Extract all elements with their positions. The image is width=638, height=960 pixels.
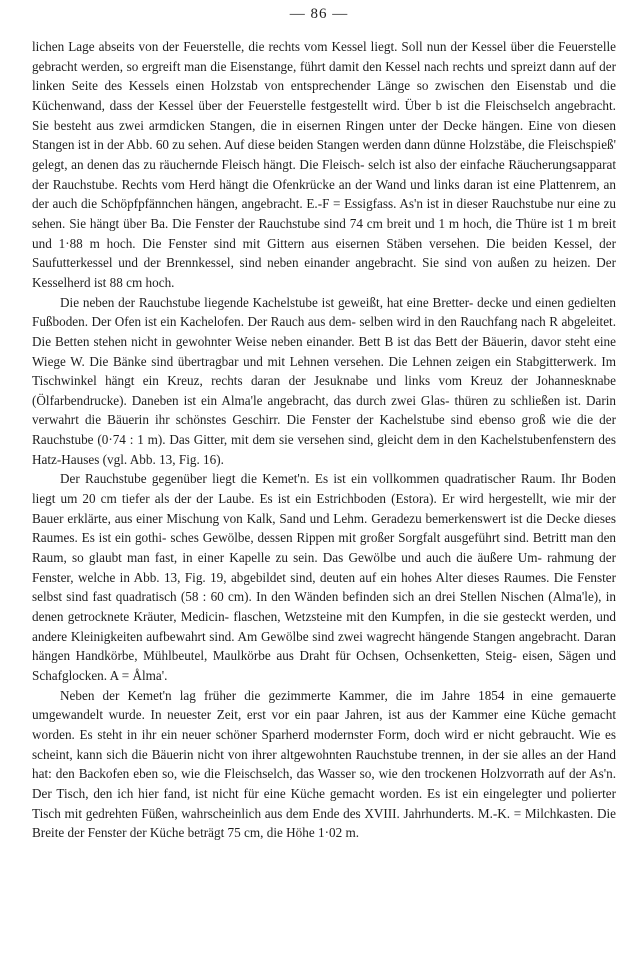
text-line: Bänke sind übertragbar und mit Lehnen versehen. Die Lehnen zeigen ein Stabgitterwerk.	[112, 353, 597, 369]
text-line: eine zu sehen. Sie hängt über Ba. Die Fenster der Rauchstube sind 74 cm breit und 1 m hoch,	[32, 196, 617, 231]
text-line: versehen sind, gleicht dem in den Kachelstubenfenstern des Hatz-Hauses (vgl. Abb. 13, Fig. 16).	[32, 432, 617, 467]
text-line: Weise neben einander. Bett B ist das Bett der Bäuerin, davor steht eine Wiege W. Die	[32, 333, 616, 369]
text-line: der Kachelstube sind ebenso groß wie die der Rauchstube (0·74 : 1 m). Das Gitter, mit dem sie	[32, 412, 617, 448]
text-line: Der Rauchstube gegenüber liegt die Kemet'n. Es ist ein vollkommen quadratischer	[60, 471, 516, 487]
body-text	[32, 37, 616, 843]
text-line: eisen, Sägen und Schafglocken. A = Ålma'.	[32, 648, 617, 683]
text-line: Holzstäbe, die Fleischspieß' gelegt, an denen das zu räuchernde Fleisch hängt. Die Fleisch-	[32, 137, 617, 172]
paragraph-3	[32, 469, 616, 685]
text-line: selben wird in den Rauchfang nach R abgeleitet. Die Betten stehen nicht in gewohnter	[32, 314, 617, 349]
text-line: so glaubt man fast, in einer Kapelle zu sein. Das Gewölbe und auch die äußere Um-	[71, 550, 542, 566]
paragraph-1	[32, 37, 616, 293]
text-line: Schöpfpfännchen hängen, angebracht. E.-F = Essigfass. As'n ist in dieser Rauchstube nur	[100, 196, 575, 212]
text-line: Raum. Ihr Boden liegt um 20 cm tiefer als der der Laube. Es ist ein Estrichboden	[32, 471, 617, 507]
text-line: hängen Handkörbe, Mühlbeutel, Maulkörbe aus Draht für Ochsen, Ochsenketten, Steig-	[32, 648, 517, 664]
paragraph-2	[32, 293, 616, 470]
text-line: sches Gewölbe, dessen Rippen mit großer Sorgfalt ausgeführt sind. Betritt man den Raum,	[32, 530, 617, 566]
text-line: befinden sich an drei Stellen Nischen (Alma'le), in denen getrocknete Kräuter, Medicin-	[32, 589, 616, 625]
paragraph-4	[32, 686, 616, 843]
text-line: Es ist ein eingelegter und polierter Tisch mit gedrehten Füßen, wahrscheinlich aus dem	[32, 785, 616, 821]
text-line: selch ist also der einfache Räucherungsapparat der Rauchstube. Rechts vom Herd hängt	[32, 156, 616, 192]
text-line: dieses Raumes. Die Fenster selbst sind fast quadratisch (58 : 60 cm). In den Wänden	[32, 569, 616, 605]
text-line: nicht von ihrer altgewohnten Rauchstube trennen, in der sie alles an der Hand hat: den	[32, 746, 617, 782]
text-line: lichen Lage abseits von der Feuerstelle, die rechts vom Kessel liegt. Soll nun der Kessel	[32, 39, 507, 54]
text-line: (Estora). Er wird hergestellt, wie mir der Bauer erklärte, aus einer Mischung von Kalk,	[32, 491, 616, 526]
page-number: — 86 —	[289, 6, 349, 22]
text-line: über der Feuerstelle festgestellt wird. Über b ist die Fleischselch angebracht. Sie besteht	[32, 97, 616, 133]
text-line: Kessel nach rechts und spreizt dann auf der linken Seite des Kessels einen Holzstab von	[32, 58, 617, 94]
text-line: versehen. Die beiden Kessel, der Saufutterkessel und der Brennkessel, sind neben einander	[32, 235, 616, 271]
text-line: Sand und Lehm. Geradezu bemerkenswert ist die Decke dieses Raumes. Es ist ein gothi-	[32, 510, 616, 546]
text-line: Backofen eben so, wie die Fleischselch, das Wasser so, wie den trockenen Holzvorrath	[78, 766, 545, 782]
text-line: rahmung der Fenster, welche in Abb. 13, Fig. 19, abgebildet sind, deuten auf ein hohes Alter	[32, 550, 617, 585]
text-line: Johannesknabe (Ölfarbendrucke). Daneben ist ein Alma'le angebracht, das durch zwei Glas-	[32, 373, 617, 408]
text-line: angebracht. Sie sind von außen zu heizen. Der Kesselherd ist 88 cm hoch.	[32, 255, 617, 290]
text-line: diesen Stangen ist in der Abb. 60 zu sehen. Auf diese beiden Stangen werden dann dünne	[32, 117, 617, 153]
text-line: flaschen, Wetzsteine mit den Kumpfen, in die sie gesteckt werden, und andere Kleinigkeiten	[32, 609, 617, 644]
text-line: Neben der Kemet'n lag früher die gezimmerte Kammer, die im Jahre 1854 in eine	[60, 687, 553, 703]
text-line: über die Feuerstelle gebracht werden, so ergreift man die Eisenstange, führt damit den	[32, 39, 617, 74]
text-line: modernster Form, doch wird er nicht gebraucht. Wie es scheint, kann sich die Bäuerin	[32, 726, 616, 762]
text-line: auf der As'n. Der Tisch, den ich hier fand, ist nicht für eine Küche gemacht worden.	[32, 766, 617, 801]
text-line: aufbewahrt sind. Am Gewölbe sind zwei wagrecht hängende Stangen angebracht. Daran	[146, 628, 616, 644]
text-line: aus zwei armdicken Stangen, die in eisernen Ringen unter der Decke hängen. Eine von	[96, 117, 578, 133]
text-line: die Ofenkrücke an der Wand und links daran ist eine Plattenrem, an der auch die	[32, 176, 617, 212]
text-line: gemauerte umgewandelt wurde. In neuester Zeit, erst vor ein paar Jahren, ist aus der	[32, 687, 616, 723]
text-line: thüren zu schließen ist. Darin verwahrt die Bäuerin ihr schönstes Geschirr. Die Fenster	[32, 392, 616, 428]
text-line: beträgt 75 cm, die Höhe 1·02 m.	[187, 825, 360, 841]
text-line: Ende des XVIII. Jahrhunderts. M.-K. = Milchkasten. Die Breite der Fenster der Küche	[32, 805, 616, 841]
text-line: Im Tischwinkel hängt ein Kreuz, rechts daran der Jesuknabe und links vom Kreuz der	[32, 353, 617, 389]
text-line: decke und einen gedielten Fußboden. Der Ofen ist ein Kachelofen. Der Rauch aus dem-	[32, 294, 617, 330]
text-line: Die neben der Rauchstube liegende Kachelstube ist geweißt, hat eine Bretter-	[60, 294, 474, 310]
text-line: Kammer eine Küche gemacht worden. Es steht in ihr ein neuer schöner Sparherd	[32, 707, 617, 742]
text-line: die Thüre ist 1 m breit und 1·88 m hoch. Die Fenster sind mit Gittern aus eisernen Stäben	[32, 215, 617, 251]
text-line: entsprechender Länge so zwischen den Eisenstab und die Küchenwand, dass der Kessel	[32, 78, 617, 113]
